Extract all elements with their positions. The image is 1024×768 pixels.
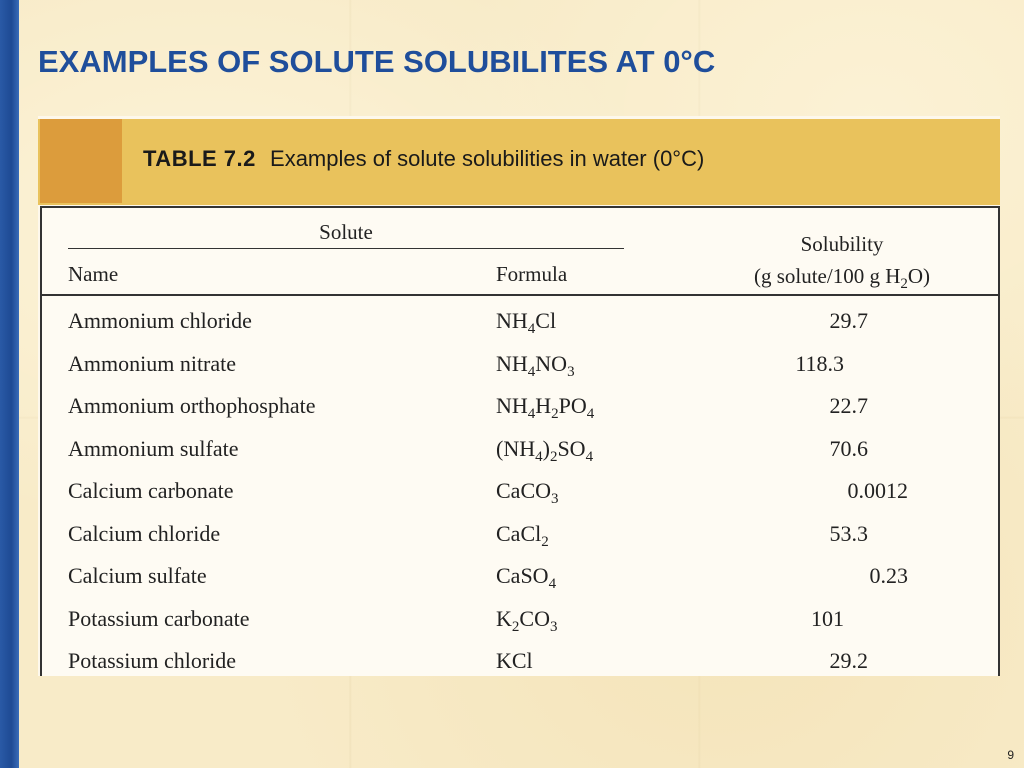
table-caption xyxy=(143,146,704,172)
cell-solubility: 0.23 xyxy=(869,563,908,588)
cell-formula: $NH_4H_2PO_4$ xyxy=(496,393,595,422)
cell-solubility: 53.3 xyxy=(829,520,868,546)
cell-name: Calcium carbonate xyxy=(68,478,234,503)
column-header-name: Name xyxy=(68,262,119,286)
column-header-formula: Formula xyxy=(496,262,568,286)
cell-solubility: 29.2 xyxy=(829,648,868,673)
cell-name: Calcium sulfate xyxy=(68,563,207,588)
table-row xyxy=(42,555,998,597)
table-row xyxy=(42,640,998,676)
cell-solubility: 0.0012 xyxy=(847,478,908,503)
table-row xyxy=(42,598,998,640)
cell-formula: $(NH_4)_2SO_4$ xyxy=(496,435,594,465)
table-row xyxy=(42,428,998,470)
table-row xyxy=(42,385,998,427)
cell-name: Ammonium nitrate xyxy=(68,350,237,376)
cell-formula: KCl xyxy=(496,648,533,673)
left-accent-bar xyxy=(0,0,19,768)
table-image xyxy=(38,116,1000,676)
cell-formula: CaCl$_2$ xyxy=(496,520,549,550)
table-row xyxy=(42,343,998,385)
cell-name: Potassium carbonate xyxy=(68,605,250,631)
table-row xyxy=(42,470,998,512)
cell-formula: $K_2CO_3$ xyxy=(496,605,558,635)
cell-formula: $NH_4NO_3$ xyxy=(496,350,575,380)
table-body xyxy=(40,206,1000,676)
cell-solubility: 101 xyxy=(811,605,844,631)
table-row xyxy=(42,300,998,342)
cell-name: Potassium chloride xyxy=(68,648,237,673)
cell-solubility: 22.7 xyxy=(829,393,868,418)
page-number: 9 xyxy=(1007,748,1014,762)
cell-solubility: 29.7 xyxy=(829,308,868,333)
table-row xyxy=(42,513,998,555)
slide-title: EXAMPLES OF SOLUTE SOLUBILITES AT 0°C xyxy=(38,44,716,79)
cell-formula: CaCO$_3$ xyxy=(496,478,559,507)
cell-formula: CaSO$_4$ xyxy=(496,563,557,592)
solubility-header-line1: Solubility xyxy=(800,232,884,256)
cell-formula: $NH_4Cl$ xyxy=(496,308,557,337)
cell-name: Ammonium orthophosphate xyxy=(68,393,316,418)
cell-solubility: 70.6 xyxy=(829,435,868,461)
header-rule xyxy=(42,294,998,296)
solute-group-header: Solute xyxy=(319,220,373,244)
table-header-accent xyxy=(40,119,122,203)
cell-name: Ammonium sulfate xyxy=(68,435,239,461)
solubility-header-line2: (g solute/100 g $H_2O$) xyxy=(753,264,931,292)
solute-group-rule xyxy=(68,248,624,249)
cell-name: Calcium chloride xyxy=(68,520,221,546)
cell-name: Ammonium chloride xyxy=(68,308,252,333)
table-caption-text: Examples of solute solubilities in water (0°C) xyxy=(270,146,705,171)
cell-solubility: 118.3 xyxy=(795,350,844,376)
column-header-solubility xyxy=(702,228,982,292)
table-label: TABLE 7.2 xyxy=(143,146,256,171)
